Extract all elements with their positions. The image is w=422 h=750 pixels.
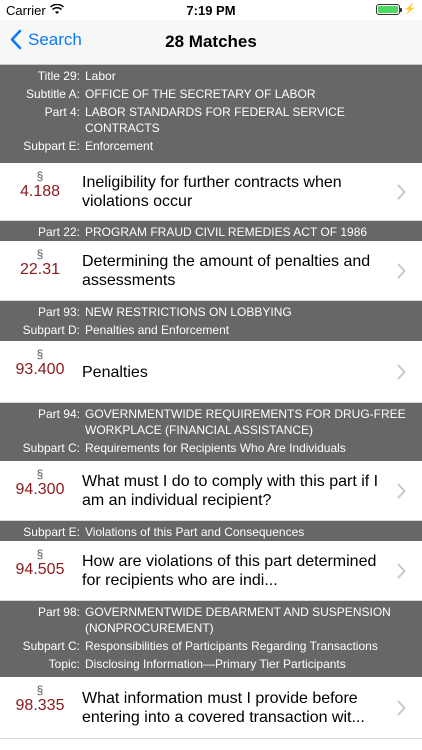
section-number <box>0 247 80 279</box>
section-symbol: § <box>36 547 44 561</box>
header-key: Subpart E: <box>23 525 80 539</box>
charging-icon: ⚡ <box>403 4 416 15</box>
header-key: Subpart C: <box>22 441 80 455</box>
header-line <box>0 523 422 541</box>
header-line <box>0 655 422 673</box>
back-label: Search <box>28 29 82 49</box>
chevron-right-icon <box>397 563 406 584</box>
section-number <box>0 169 80 201</box>
section-symbol: § <box>36 347 44 361</box>
header-key: Part 93: <box>37 305 80 319</box>
result-title: What must I do to comply with this part if I am an individual recipient? <box>82 473 379 509</box>
section-symbol: § <box>36 683 44 697</box>
header-key: Part 4: <box>44 105 80 119</box>
header-key: Topic: <box>48 657 80 671</box>
status-right <box>376 4 416 15</box>
header-key: Part 94: <box>37 407 80 421</box>
battery-fill <box>378 6 398 13</box>
result-title: Ineligibility for further contracts when violations occur <box>82 174 342 210</box>
section-num-value: 22.31 <box>19 261 61 278</box>
header-value: PROGRAM FRAUD CIVIL REMEDIES ACT OF 1986 <box>85 225 368 239</box>
section-symbol: § <box>36 169 44 183</box>
section-header <box>0 301 422 341</box>
header-value: GOVERNMENTWIDE REQUIREMENTS FOR DRUG-FREE WORKPLACE (FINANCIAL ASSISTANCE) <box>85 407 406 437</box>
header-key: Subpart C: <box>22 639 80 653</box>
result-title: Penalties <box>82 363 148 381</box>
battery-icon <box>376 4 400 15</box>
section-header <box>0 221 422 241</box>
result-row[interactable] <box>0 541 422 601</box>
header-line <box>0 405 422 439</box>
header-key: Subpart E: <box>23 139 80 153</box>
results-list <box>0 65 422 739</box>
header-line <box>0 321 422 339</box>
result-row[interactable] <box>0 241 422 301</box>
header-line <box>0 85 422 103</box>
result-row[interactable] <box>0 341 422 403</box>
section-number <box>0 467 80 499</box>
result-row[interactable] <box>0 461 422 521</box>
chevron-right-icon <box>397 483 406 504</box>
header-value: NEW RESTRICTIONS ON LOBBYING <box>85 305 292 319</box>
header-value: Labor <box>85 69 116 83</box>
header-value: Violations of this Part and Consequences <box>85 525 305 539</box>
header-key: Part 98: <box>37 605 80 619</box>
section-number <box>0 347 80 379</box>
result-title: What information must I provide before entering into a covered transaction wit... <box>82 690 365 726</box>
section-header <box>0 65 422 163</box>
header-line <box>0 303 422 321</box>
header-key: Title 29: <box>37 69 80 83</box>
header-value: Penalties and Enforcement <box>85 323 230 337</box>
section-number <box>0 547 80 579</box>
section-header <box>0 403 422 461</box>
section-num-value: 94.300 <box>15 481 65 498</box>
header-value: Requirements for Recipients Who Are Individuals <box>85 441 346 455</box>
header-value: GOVERNMENTWIDE DEBARMENT AND SUSPENSION (NONPROCUREMENT) <box>85 605 391 635</box>
status-bar <box>0 0 422 20</box>
section-num-value: 4.188 <box>19 183 61 200</box>
chevron-right-icon <box>397 700 406 721</box>
header-key: Subtitle A: <box>25 87 80 101</box>
header-key: Part 22: <box>37 225 80 239</box>
header-line <box>0 103 422 137</box>
section-num-value: 94.505 <box>15 561 65 578</box>
result-title: Determining the amount of penalties and assessments <box>82 253 371 289</box>
chevron-right-icon <box>397 364 406 385</box>
page-title: 28 Matches <box>165 32 257 51</box>
section-symbol: § <box>36 247 44 261</box>
navigation-bar <box>0 20 422 65</box>
section-num-value: 93.400 <box>15 361 65 378</box>
header-line <box>0 67 422 85</box>
header-line <box>0 637 422 655</box>
chevron-right-icon <box>397 184 406 205</box>
header-value: OFFICE OF THE SECRETARY OF LABOR <box>85 87 316 101</box>
header-value: Responsibilities of Participants Regarding Transactions <box>85 639 378 653</box>
result-row[interactable] <box>0 163 422 221</box>
header-line <box>0 603 422 637</box>
header-line <box>0 223 422 241</box>
header-line <box>0 137 422 155</box>
carrier-label: Carrier <box>6 3 46 18</box>
header-value: Disclosing Information—Primary Tier Participants <box>85 657 346 671</box>
section-header <box>0 521 422 541</box>
section-number <box>0 683 80 715</box>
section-num-value: 98.335 <box>15 697 65 714</box>
header-line <box>0 439 422 457</box>
result-title: How are violations of this part determined for recipients who are indi... <box>82 553 377 589</box>
header-value: LABOR STANDARDS FOR FEDERAL SERVICE CONTRACTS <box>85 105 345 135</box>
result-row[interactable] <box>0 677 422 739</box>
section-symbol: § <box>36 467 44 481</box>
header-value: Enforcement <box>85 139 154 153</box>
status-time: 7:19 PM <box>186 3 236 18</box>
chevron-right-icon <box>397 263 406 284</box>
header-key: Subpart D: <box>22 323 80 337</box>
section-header <box>0 601 422 677</box>
